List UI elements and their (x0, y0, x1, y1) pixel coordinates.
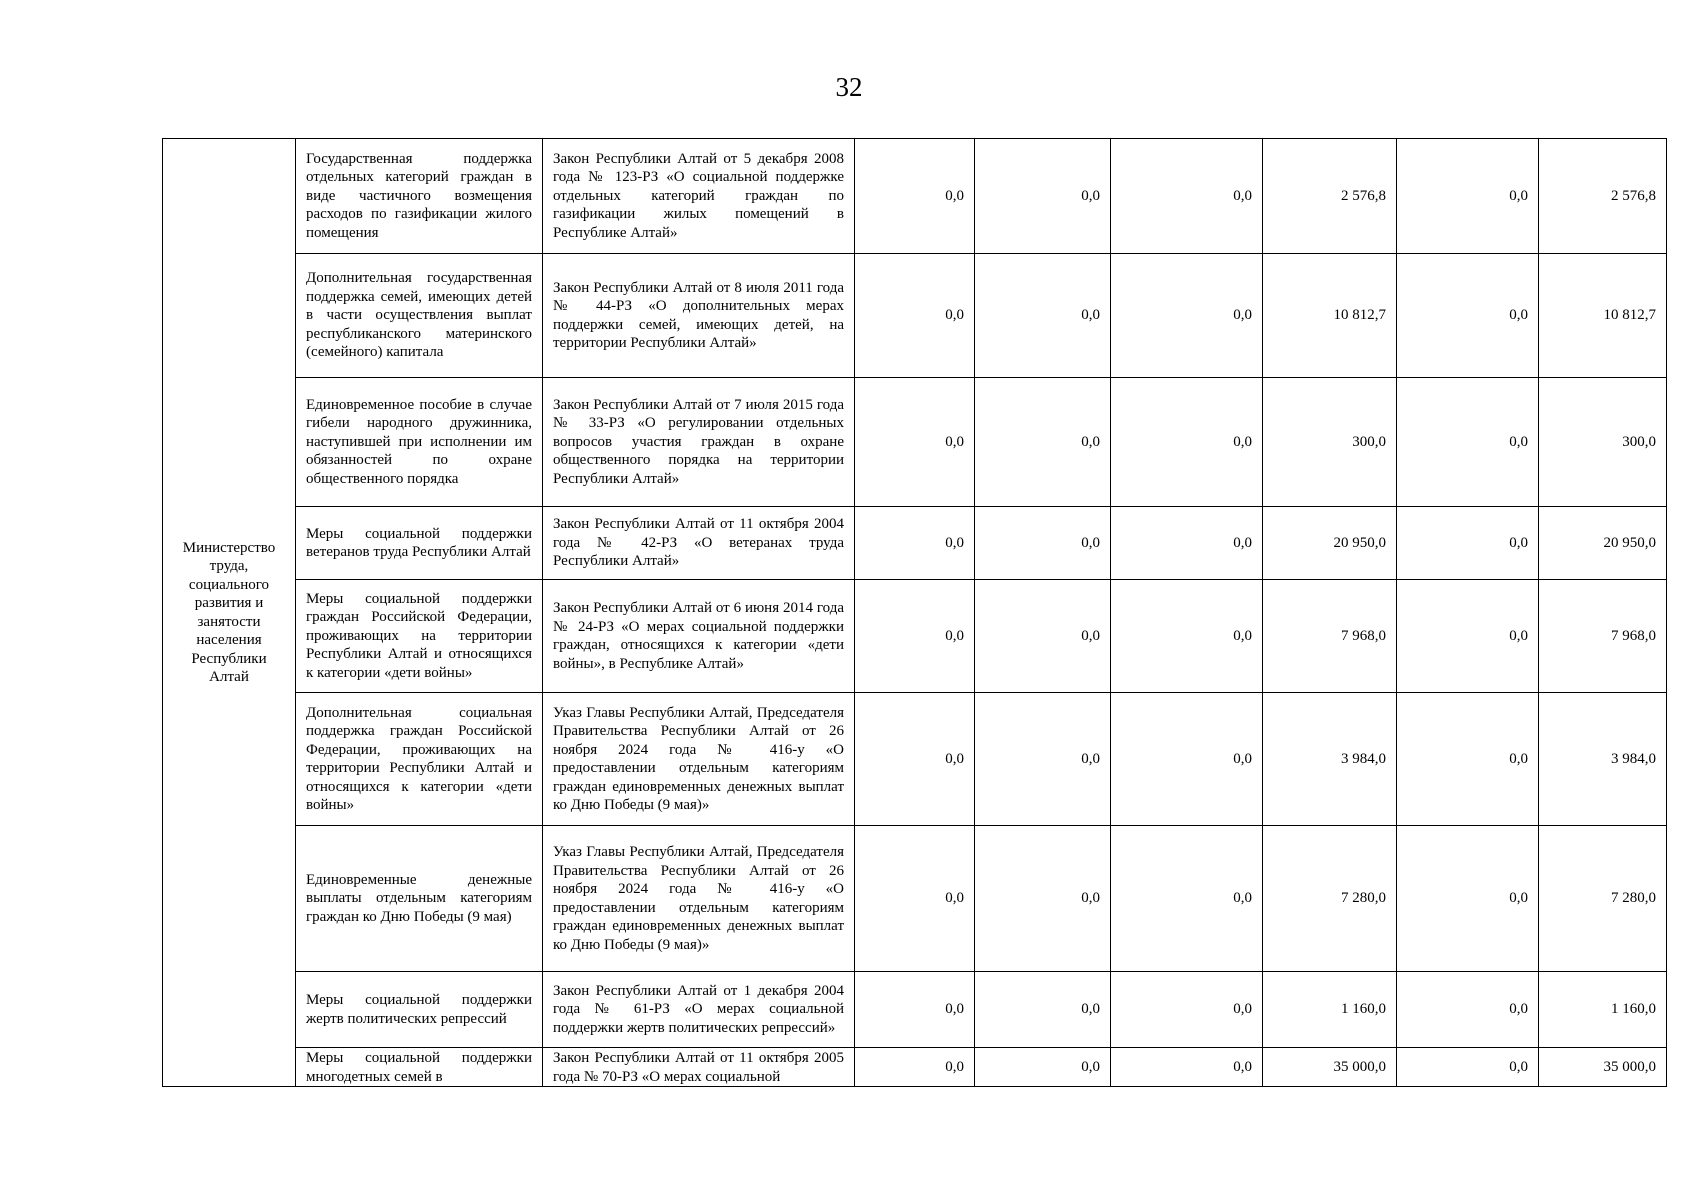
total-cell: 7 280,0 (1539, 826, 1667, 972)
value-cell: 0,0 (1397, 826, 1539, 972)
value-cell: 0,0 (1397, 254, 1539, 378)
measure-cell: Меры социальной поддержки жертв политических репрессий (296, 972, 543, 1048)
value-cell: 0,0 (975, 580, 1111, 693)
table-row (163, 254, 1667, 378)
value-cell: 0,0 (855, 507, 975, 580)
value-cell: 35 000,0 (1263, 1048, 1397, 1087)
value-cell: 0,0 (855, 826, 975, 972)
value-cell: 0,0 (855, 1048, 975, 1087)
value-cell: 0,0 (1397, 972, 1539, 1048)
value-cell: 0,0 (975, 139, 1111, 254)
value-cell: 7 968,0 (1263, 580, 1397, 693)
value-cell: 0,0 (1397, 139, 1539, 254)
table-row (163, 1048, 1667, 1087)
value-cell: 1 160,0 (1263, 972, 1397, 1048)
law-cell: Закон Республики Алтай от 5 декабря 2008 года № 123-РЗ «О социальной поддержке отдельных категорий граждан по газификации жилых помещений в Республике Алтай» (543, 139, 855, 254)
table-row (163, 507, 1667, 580)
table-row (163, 693, 1667, 826)
total-cell: 35 000,0 (1539, 1048, 1667, 1087)
measure-cell: Меры социальной поддержки многодетных семей в (296, 1048, 543, 1087)
value-cell: 0,0 (975, 254, 1111, 378)
total-cell: 10 812,7 (1539, 254, 1667, 378)
table-row (163, 378, 1667, 507)
value-cell: 0,0 (855, 378, 975, 507)
law-cell: Закон Республики Алтай от 6 июня 2014 года № 24-РЗ «О мерах социальной поддержки граждан, относящихся к категории «дети войны», в Республике Алтай» (543, 580, 855, 693)
value-cell: 0,0 (1111, 507, 1263, 580)
total-cell: 1 160,0 (1539, 972, 1667, 1048)
value-cell: 0,0 (1111, 139, 1263, 254)
value-cell: 0,0 (1397, 378, 1539, 507)
law-cell: Закон Республики Алтай от 8 июля 2011 года № 44-РЗ «О дополнительных мерах поддержки семей, имеющих детей, на территории Республики Алтай» (543, 254, 855, 378)
value-cell: 0,0 (1111, 826, 1263, 972)
value-cell: 0,0 (1397, 580, 1539, 693)
measure-cell: Единовременное пособие в случае гибели народного дружинника, наступившей при исполнении им обязанностей по охране общественного порядка (296, 378, 543, 507)
measure-cell: Меры социальной поддержки ветеранов труда Республики Алтай (296, 507, 543, 580)
measure-cell: Государственная поддержка отдельных категорий граждан в виде частичного возмещения расходов по газификации жилого помещения (296, 139, 543, 254)
value-cell: 0,0 (1111, 378, 1263, 507)
table-row (163, 139, 1667, 254)
value-cell: 0,0 (855, 254, 975, 378)
total-cell: 7 968,0 (1539, 580, 1667, 693)
law-cell: Закон Республики Алтай от 7 июля 2015 года № 33-РЗ «О регулировании отдельных вопросов участия граждан в охране общественного порядка на территории Республики Алтай» (543, 378, 855, 507)
total-cell: 20 950,0 (1539, 507, 1667, 580)
law-cell: Закон Республики Алтай от 11 октября 2005 года № 70-РЗ «О мерах социальной (543, 1048, 855, 1087)
value-cell: 0,0 (975, 507, 1111, 580)
value-cell: 300,0 (1263, 378, 1397, 507)
value-cell: 10 812,7 (1263, 254, 1397, 378)
value-cell: 0,0 (975, 972, 1111, 1048)
value-cell: 0,0 (1111, 972, 1263, 1048)
value-cell: 0,0 (1111, 1048, 1263, 1087)
value-cell: 20 950,0 (1263, 507, 1397, 580)
table-row (163, 826, 1667, 972)
law-cell: Закон Республики Алтай от 11 октября 2004 года № 42-РЗ «О ветеранах труда Республики Алтай» (543, 507, 855, 580)
value-cell: 3 984,0 (1263, 693, 1397, 826)
value-cell: 0,0 (855, 693, 975, 826)
value-cell: 0,0 (975, 1048, 1111, 1087)
value-cell: 0,0 (1397, 1048, 1539, 1087)
value-cell: 0,0 (855, 972, 975, 1048)
value-cell: 0,0 (1111, 580, 1263, 693)
total-cell: 3 984,0 (1539, 693, 1667, 826)
value-cell: 0,0 (975, 826, 1111, 972)
law-cell: Указ Главы Республики Алтай, Председателя Правительства Республики Алтай от 26 ноября 2024 года № 416-у «О предоставлении отдельным категориям граждан единовременных денежных выплат ко Дню Победы (9 мая)» (543, 693, 855, 826)
law-cell: Закон Республики Алтай от 1 декабря 2004 года № 61-РЗ «О мерах социальной поддержки жертв политических репрессий» (543, 972, 855, 1048)
total-cell: 300,0 (1539, 378, 1667, 507)
value-cell: 0,0 (1397, 693, 1539, 826)
budget-table (162, 138, 1667, 1087)
measure-cell: Меры социальной поддержки граждан Российской Федерации, проживающих на территории Республики Алтай и относящихся к категории «дети войны» (296, 580, 543, 693)
table-row (163, 580, 1667, 693)
law-cell: Указ Главы Республики Алтай, Председателя Правительства Республики Алтай от 26 ноября 2024 года № 416-у «О предоставлении отдельным категориям граждан единовременных денежных выплат ко Дню Победы (9 мая)» (543, 826, 855, 972)
measure-cell: Дополнительная государственная поддержка семей, имеющих детей в части осуществления выплат республиканского материнского (семейного) капитала (296, 254, 543, 378)
value-cell: 0,0 (1111, 254, 1263, 378)
value-cell: 0,0 (855, 139, 975, 254)
value-cell: 0,0 (1397, 507, 1539, 580)
value-cell: 0,0 (975, 378, 1111, 507)
value-cell: 0,0 (975, 693, 1111, 826)
value-cell: 0,0 (1111, 693, 1263, 826)
value-cell: 7 280,0 (1263, 826, 1397, 972)
value-cell: 0,0 (855, 580, 975, 693)
measure-cell: Единовременные денежные выплаты отдельным категориям граждан ко Дню Победы (9 мая) (296, 826, 543, 972)
total-cell: 2 576,8 (1539, 139, 1667, 254)
measure-cell: Дополнительная социальная поддержка граждан Российской Федерации, проживающих на территории Республики Алтай и относящихся к категории «дети войны» (296, 693, 543, 826)
value-cell: 2 576,8 (1263, 139, 1397, 254)
page-number: 32 (835, 72, 863, 102)
organization-cell: Министерство труда, социального развития и занятости населения Республики Алтай (163, 139, 296, 1087)
table-row (163, 972, 1667, 1048)
